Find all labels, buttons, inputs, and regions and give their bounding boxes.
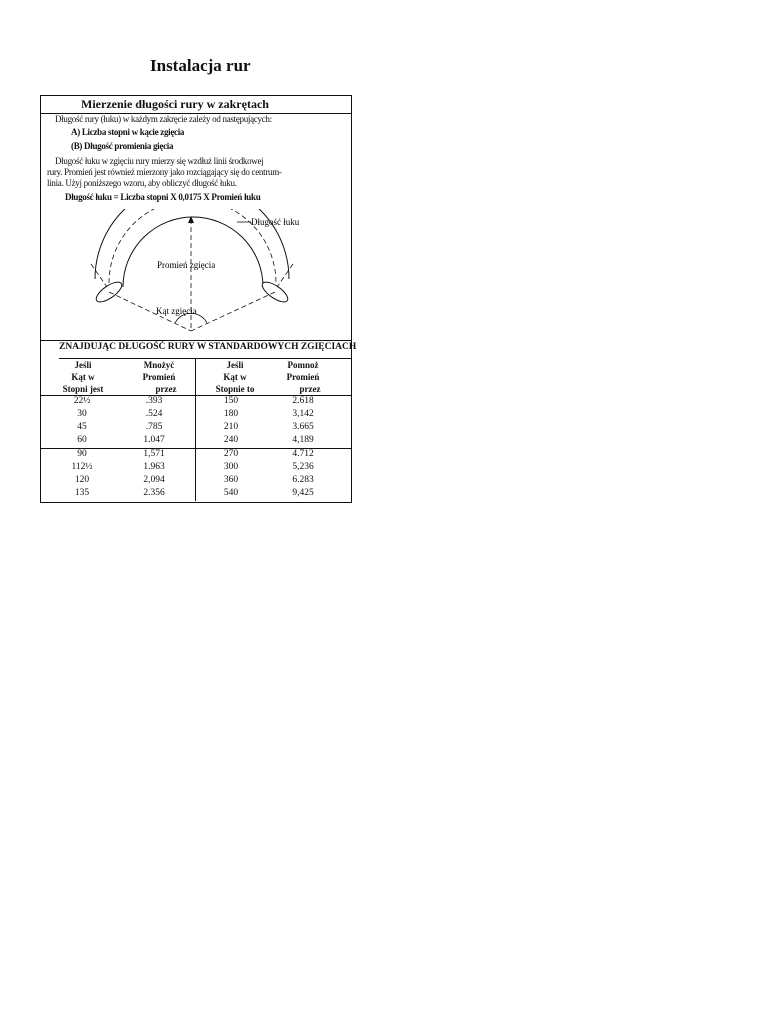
table-header-multiplier-right: Pomnoż Promień przez bbox=[286, 360, 321, 394]
table-cell: 90 bbox=[77, 449, 87, 459]
pipe-inner-edge bbox=[123, 217, 263, 287]
table-cell: 180 bbox=[223, 409, 239, 419]
radius-line-right bbox=[191, 292, 275, 331]
table-cell: 150 bbox=[223, 396, 239, 406]
table-cell: 2,094 bbox=[143, 475, 165, 485]
table-cell: 4,189 bbox=[292, 435, 314, 445]
table-cell: 135 bbox=[74, 488, 90, 498]
table-cell: 30 bbox=[77, 409, 87, 419]
table-cell: .393 bbox=[145, 396, 163, 406]
explanation-line: rury. Promień jest również mierzony jako rozciągający się do centrum- bbox=[47, 167, 282, 177]
pipe-bend-diagram bbox=[71, 209, 311, 339]
bend-angle-label: Kąt zgięcia bbox=[156, 306, 197, 316]
factor-b: (B) Długość promienia gięcia bbox=[71, 141, 174, 151]
table-cell: 300 bbox=[223, 462, 239, 472]
table-header-multiplier-left: Mnożyć Promień przez bbox=[142, 360, 177, 394]
table-cell: 60 bbox=[77, 435, 87, 445]
table-cell: 1,571 bbox=[143, 449, 165, 459]
table-cell: .524 bbox=[145, 409, 163, 419]
table-cell: 540 bbox=[223, 488, 239, 498]
table-header-degrees-right: Jeśli Kąt w Stopnie to bbox=[215, 360, 255, 394]
table-cell: 1.963 bbox=[143, 462, 165, 472]
table-cell: 112½ bbox=[71, 462, 93, 472]
table-header-degrees-left: Jeśli Kąt w Stopni jest bbox=[62, 360, 104, 394]
divider bbox=[41, 340, 351, 341]
table-cell: 360 bbox=[223, 475, 239, 485]
table-cell: 45 bbox=[77, 422, 87, 432]
table-cell: 240 bbox=[223, 435, 239, 445]
arc-length-label: Długość łuku bbox=[251, 217, 300, 227]
table-cell: 270 bbox=[223, 449, 239, 459]
intro-line: Długość rury (łuku) w każdym zakręcie zależy od następujących: bbox=[55, 114, 272, 124]
explanation-line: linia. Użyj poniższego wzoru, aby obliczyć długość łuku. bbox=[47, 178, 237, 188]
table-cell: 4.712 bbox=[292, 449, 314, 459]
factor-a: A) Liczba stopni w kącie zgięcia bbox=[71, 127, 185, 137]
explanation-line: Długość łuku w zgięciu rury mierzy się wzdłuż linii środkowej bbox=[55, 156, 264, 166]
table-cell: 1.047 bbox=[143, 435, 165, 445]
table-cell: 5,236 bbox=[292, 462, 314, 472]
table-cell: 2.356 bbox=[143, 488, 165, 498]
bend-radius-label: Promień zgięcia bbox=[157, 260, 216, 270]
table-title: ZNAJDUJĄC DŁUGOŚĆ RURY W STANDARDOWYCH ZGIĘCIACH bbox=[59, 342, 357, 352]
table-cell: .785 bbox=[145, 422, 163, 432]
table-cell: 22½ bbox=[73, 396, 91, 406]
table-cell: 2.618 bbox=[292, 396, 314, 406]
pipe-bend-panel bbox=[40, 95, 357, 503]
page-title: Instalacja rur bbox=[150, 56, 251, 75]
table-cell: 120 bbox=[74, 475, 90, 485]
table-cell: 9,425 bbox=[292, 488, 314, 498]
table-cell: 3.665 bbox=[292, 422, 314, 432]
table-cell: 3,142 bbox=[292, 409, 314, 419]
table-cell: 210 bbox=[223, 422, 239, 432]
column-divider bbox=[195, 359, 196, 501]
formula: Długość łuku = Liczba stopni X 0,0175 X Promień łuku bbox=[65, 192, 261, 202]
table-cell: 6.283 bbox=[292, 475, 314, 485]
section-title: Mierzenie długości rury w zakrętach bbox=[81, 97, 269, 111]
